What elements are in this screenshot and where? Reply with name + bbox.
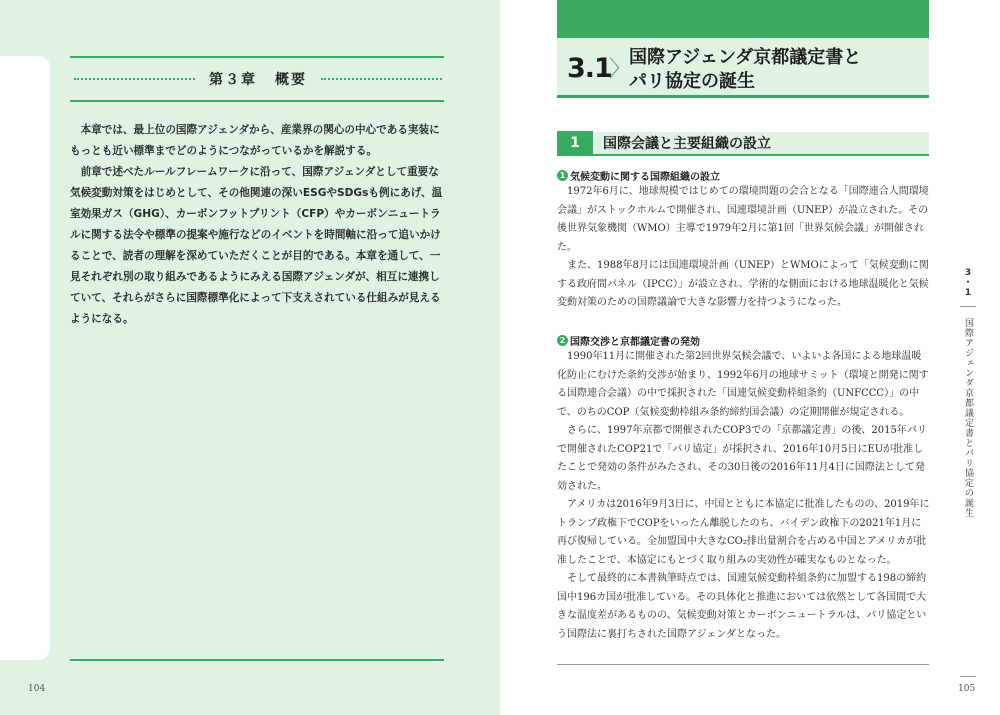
dotted-leader-left [74,78,195,80]
top-rule [70,56,444,58]
section-title-line: パリ協定の誕生 [629,71,755,92]
number-badge-icon: 2 [557,335,568,346]
number-badge-icon: 1 [557,170,568,181]
bottom-rule [70,659,444,661]
page-number-left: 104 [28,684,46,694]
summary-paragraph: 本章では、最上位の国際アジェンダから、産業界の関心の中心である実装にもっとも近い標準までどのようにつながっているかを解説する。 [70,124,440,157]
section-top-band [557,0,929,38]
chapter-summary [70,120,446,330]
topic-body [557,348,931,644]
side-section-title: 国際アジェンダ京都議定書とパリ協定の誕生 [963,318,973,518]
chapter-label: 第３章 [209,72,257,88]
subsection-heading [557,132,929,156]
dotted-leader-right [321,78,442,80]
left-page-tab [0,56,50,660]
topic-heading [557,333,700,348]
section-number: 3.1 [567,53,612,84]
subsection-number: 1 [557,131,593,155]
page-number-rule [960,676,976,677]
heading-rule [70,100,444,102]
page-number-right: 105 [958,684,976,694]
chapter-name: 概要 [275,72,307,88]
body-paragraph: 1990年11月に開催された第2回世界気候会議で、いよいよ各国による地球温暖化防止にむけた条約交渉が始まり、1992年6月の地球サミット（環境と開発に関する国際連合会議）の中で採択された「国連気候変動枠組条約（UNFCCC）」の中で、のちのCOP（気候変動枠組み条約締約国会議）の定期開催が規定される。 [557,351,929,418]
section-title [629,46,861,94]
body-paragraph: 1972年6月に、地球規模ではじめての環境問題の会合となる「国際連合人間環境会議」がストックホルムで開催され、国連環境計画（UNEP）が設立された。その後世界気象機関（WMO）主導で1979年2月に第1回「世界気候会議」が開催された。 [557,186,929,253]
topic-heading [557,168,720,183]
subsection-title: 国際会議と主要組織の設立 [603,136,771,152]
chevron-right-icon: 〉 [609,57,632,82]
chapter-heading [74,62,442,96]
body-paragraph: そして最終的に本書執筆時点では、国連気候変動枠組条約に加盟する198の締約国中196カ国が批准している。その具体化と推進においては依然として各国間で大きな温度差があるものの、気候変動対策とカーボンニュートラルは、パリ協定という国際法に裏打ちされた国際アジェンダとなった。 [557,573,927,640]
body-paragraph: また、1988年8月には国連環境計画（UNEP）とWMOによって「気候変動に関する政府間パネル（IPCC）」が設立され、学術的な側面における地球温暖化と気候変動対策のための国際議論で大きな影響力を持つようになった。 [557,260,929,308]
body-paragraph: さらに、1997年京都で開催されたCOP3での「京都議定書」の後、2015年パリで開催されたCOP21で「パリ協定」が採択され、2016年10月5日にEUが批准したことで発効の条件がみたされ、その30日後の2016年11月4日に国際法として発効された。 [557,425,927,492]
section-heading [557,38,929,98]
bottom-rule-right [557,664,929,665]
summary-paragraph: 前章で述べたルールフレームワークに沿って、国際アジェンダとして重要な気候変動対策をはじめとして、その他関連の深いESGやSDGsも例にあげ、温室効果ガス（GHG）、カーボンフットプリント（CFP）やカーボンニュートラルに関する法令や標準の提案や施行などのイベントを時間軸に沿って追いかけることで、読者の理解を深めていただくことが目的である。本章を通して、一見それぞれ別の取り組みであるようにみえる国際アジェンダが、相互に連携していて、それらがさらに国際標準化によって下支えされている仕組みが見えるようになる。 [70,166,443,325]
side-divider [960,306,976,307]
chapter-title [195,69,321,89]
body-paragraph: アメリカは2016年9月3日に、中国とともに本協定に批准したものの、2019年にトランプ政権下でCOPをいったん離脱したのち、バイデン政権下の2021年1月に再び復帰している。全加盟国中大きなCO₂排出量割合を占める中国とアメリカが批准したことで、本協定にもとづく取り組みの実効性が確実なものとなった。 [557,499,930,566]
topic-title: 気候変動に関する国際組織の設立 [570,172,720,183]
section-title-line: 国際アジェンダ京都議定書と [629,47,862,68]
topic-title: 国際交渉と京都議定書の発効 [570,337,700,348]
side-index: 3 ・ 1 [963,268,973,298]
topic-body [557,183,931,313]
